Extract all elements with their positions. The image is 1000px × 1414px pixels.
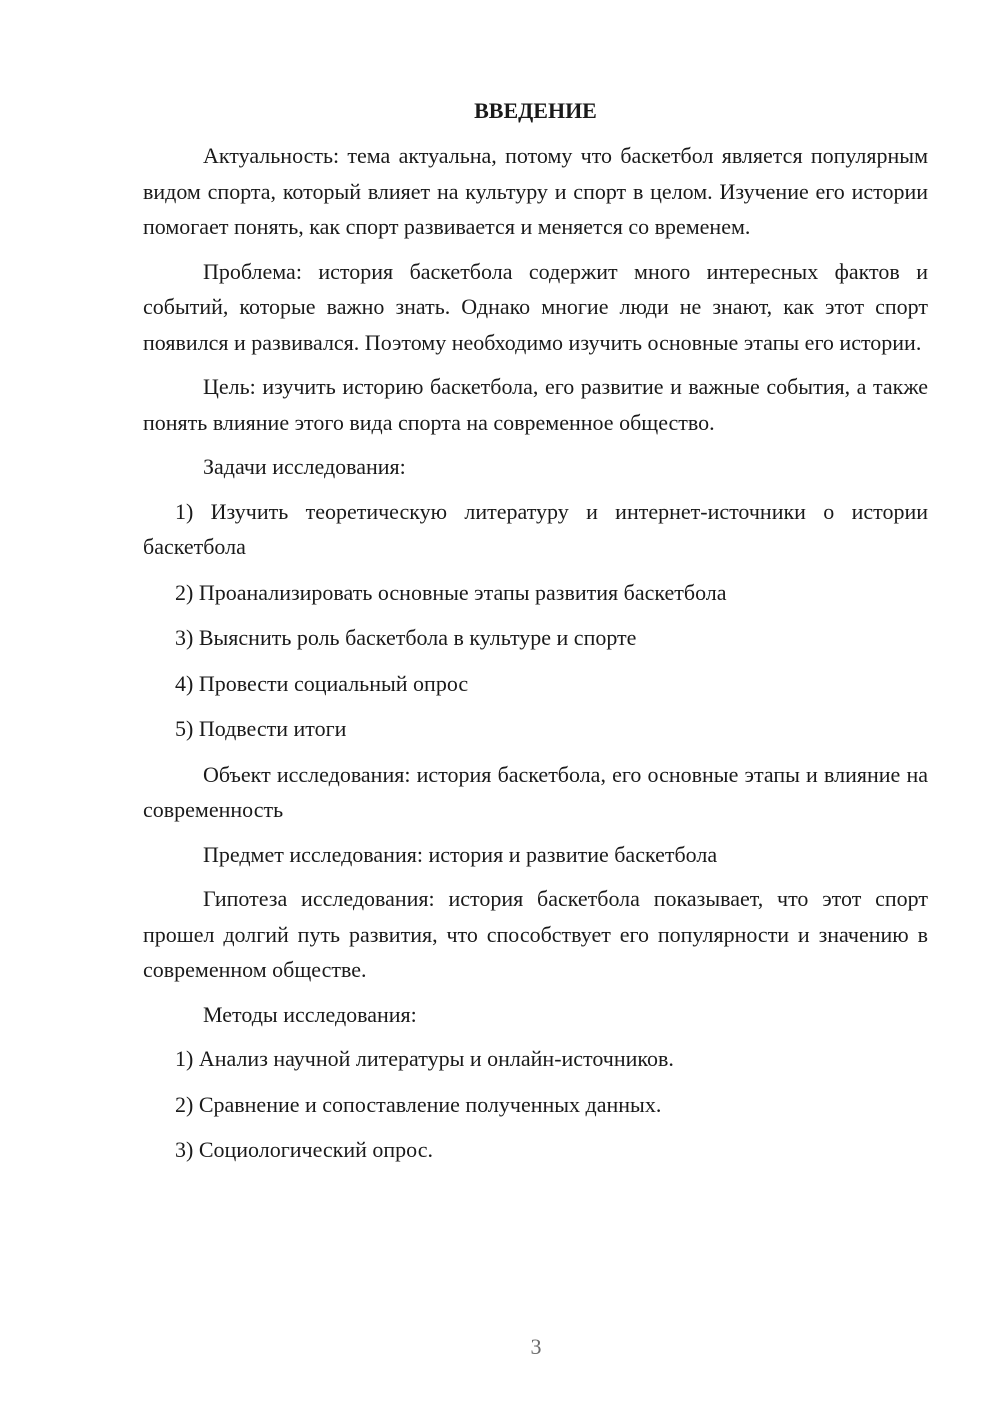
method-item-2: 2) Сравнение и сопоставление полученных данных.	[175, 1091, 662, 1117]
problem-paragraph: Проблема: история баскетбола содержит много интересных фактов и событий, которые важно знать. Однако многие люди не знают, как этот спорт появился и развивался. Поэтому необходимо изучить основные этапы его истории.	[143, 258, 928, 355]
goal-paragraph: Цель: изучить историю баскетбола, его развитие и важные события, а также понять влияние этого вида спорта на современное общество.	[143, 374, 928, 435]
method-item-1: 1) Анализ научной литературы и онлайн-источников.	[175, 1046, 674, 1071]
tasks-title: Задачи исследования:	[203, 454, 406, 479]
task-item-4: 4) Провести социальный опрос	[175, 670, 469, 696]
task-item-1: 1) Изучить теоретическую литературу и интернет-источники о истории баскетбола	[143, 498, 928, 559]
task-item-3: 3) Выяснить роль баскетбола в культуре и спорте	[175, 625, 637, 650]
task-item-5: 5) Подвести итоги	[175, 716, 347, 741]
hypothesis-paragraph: Гипотеза исследования: история баскетбола показывает, что этот спорт прошел долгий путь развития, что способствует его популярности и значению в современном обществе.	[143, 886, 928, 982]
task-item-2: 2) Проанализировать основные этапы развития баскетбола	[175, 579, 727, 605]
method-item-3: 3) Социологический опрос.	[175, 1137, 433, 1162]
methods-title: Методы исследования:	[203, 1001, 417, 1027]
page-number: 3	[530, 1334, 542, 1359]
section-heading: ВВЕДЕНИЕ	[474, 98, 597, 123]
relevance-paragraph: Актуальность: тема актуальна, потому что баскетбол является популярным видом спорта, который влияет на культуру и спорт в целом. Изучение его истории помогает понять, как спорт развивается и меняется со временем.	[143, 143, 928, 239]
document-page	[143, 96, 928, 1178]
subject-paragraph: Предмет исследования: история и развитие баскетбола	[203, 841, 718, 867]
object-paragraph: Объект исследования: история баскетбола, его основные этапы и влияние на современность	[143, 761, 928, 822]
